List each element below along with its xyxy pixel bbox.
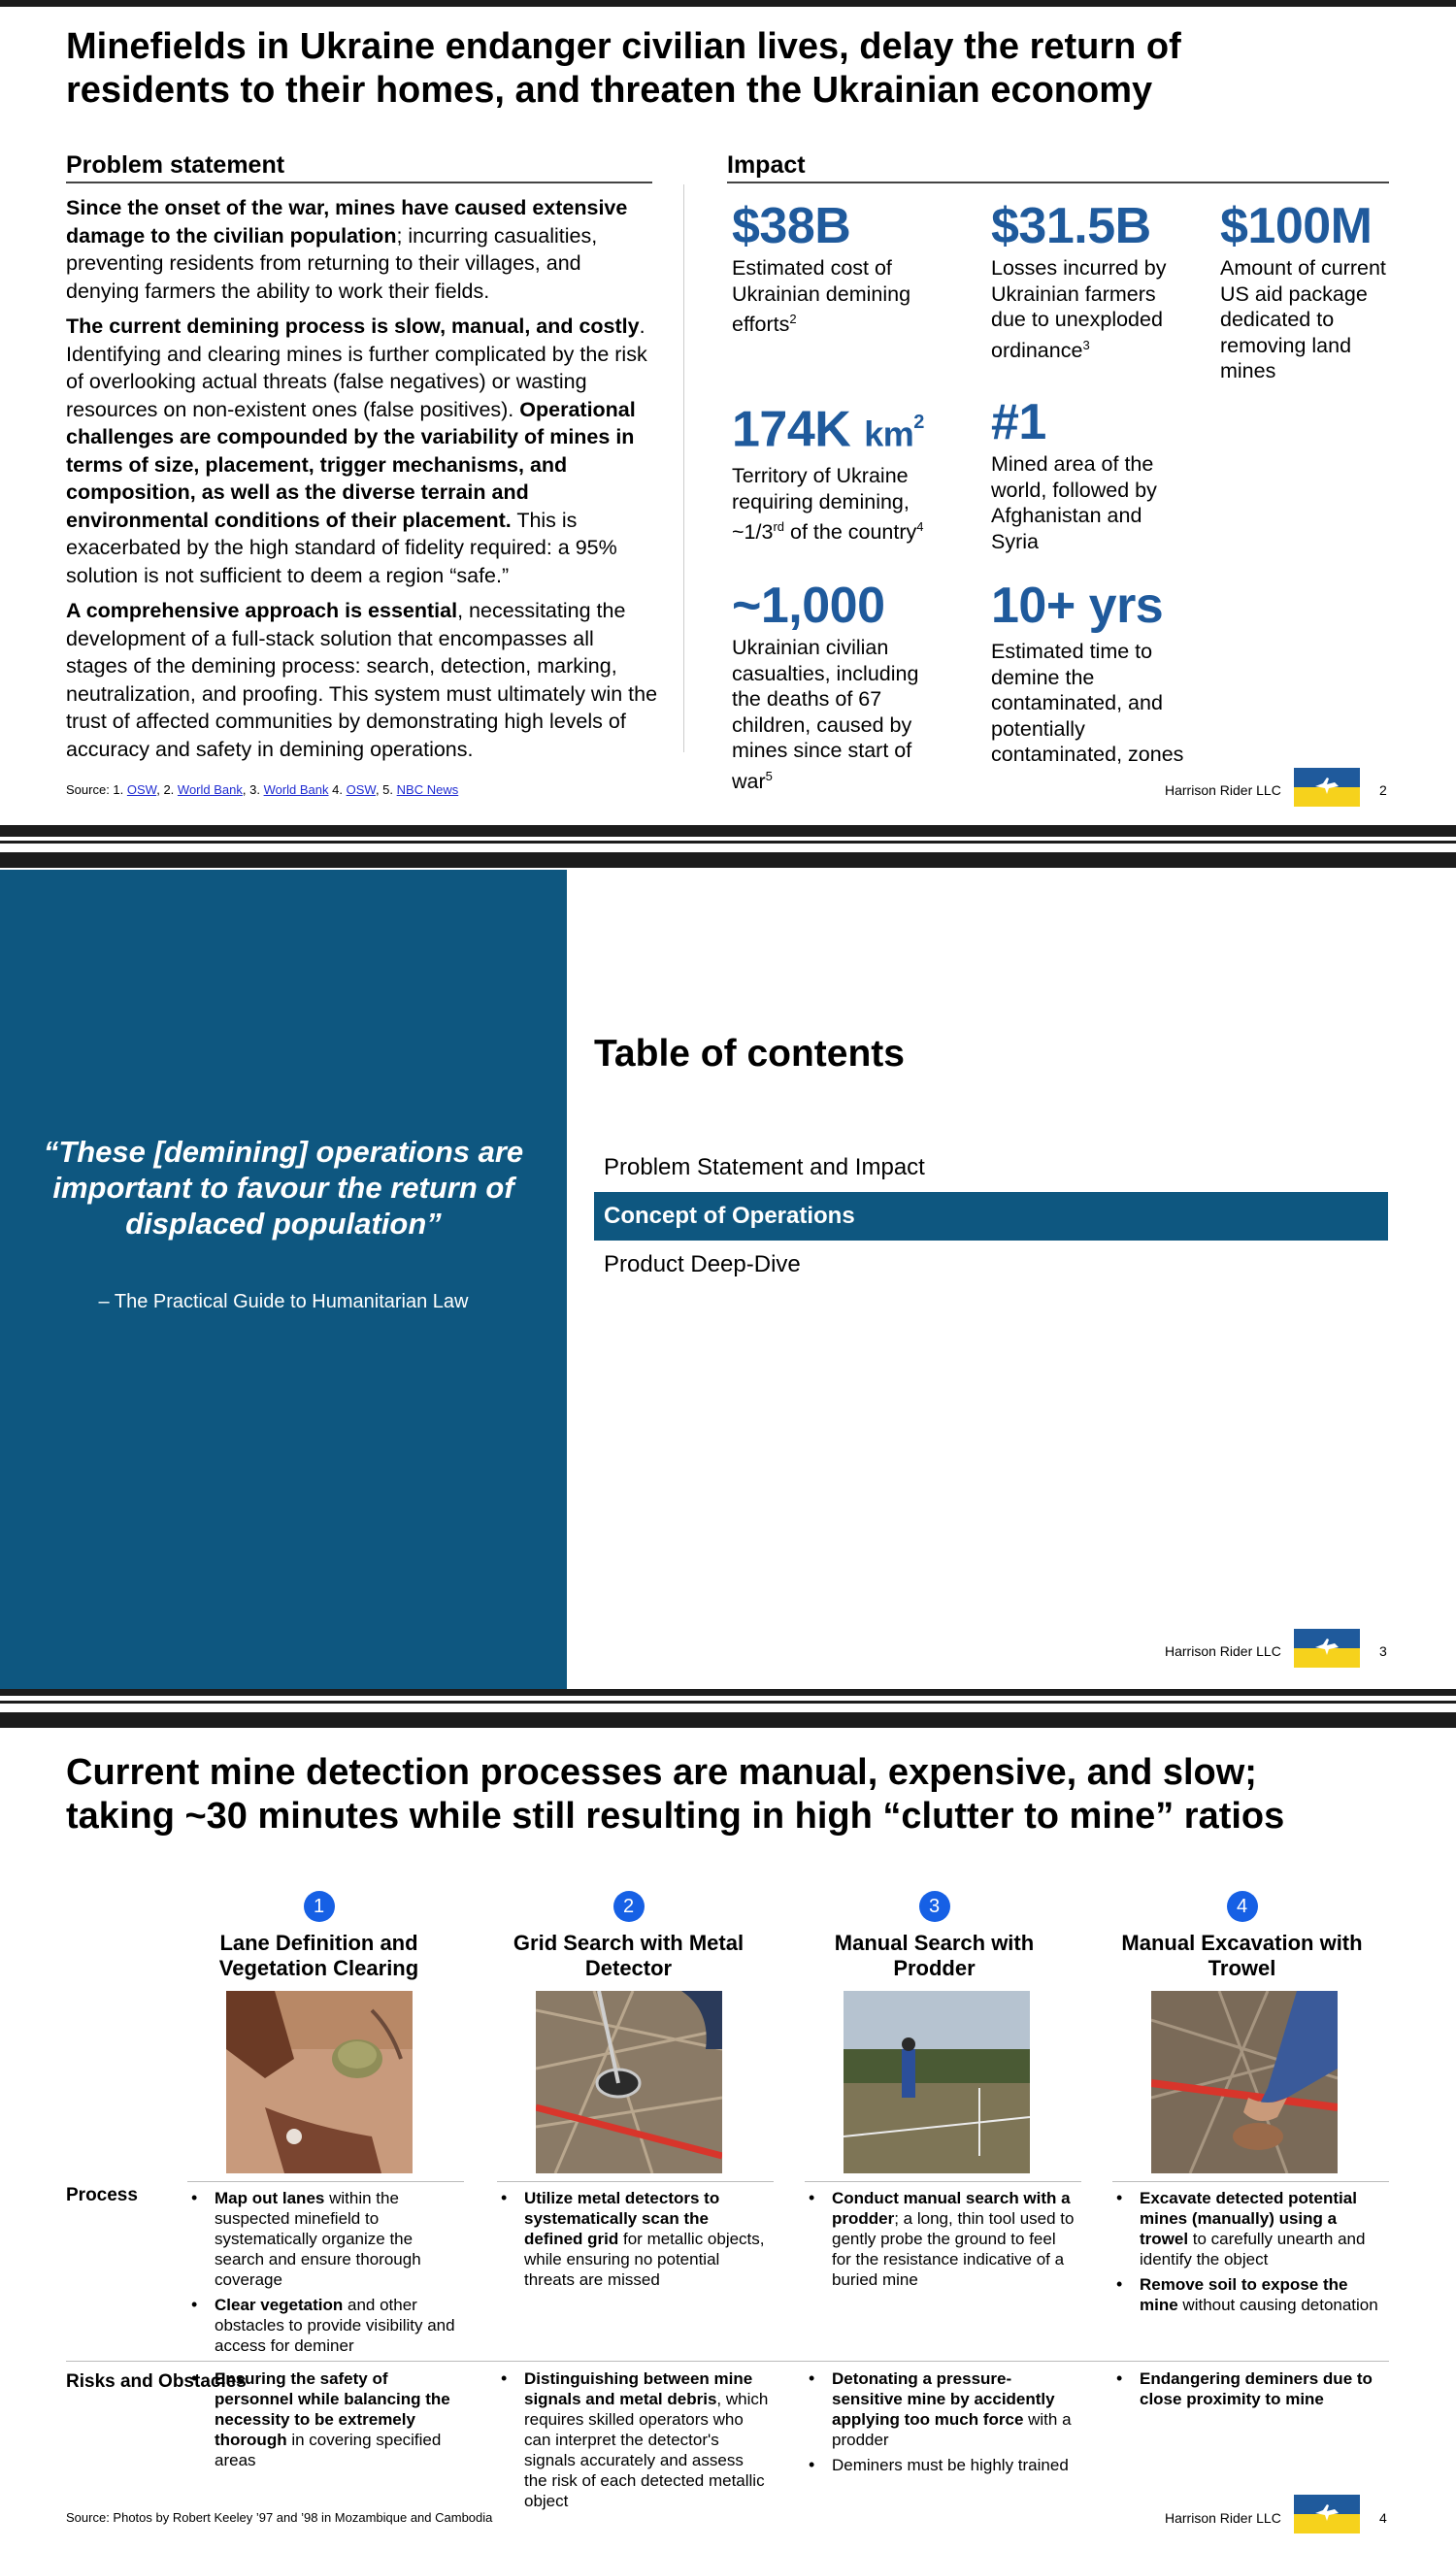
stat-value: $31.5B (991, 198, 1151, 254)
stat-farmer-losses (991, 197, 1185, 363)
source-link-osw-2[interactable]: OSW (346, 782, 376, 797)
step-title: Grid Search with Metal Detector (513, 1931, 745, 1980)
footer-company: Harrison Rider LLC (1165, 1643, 1281, 1659)
slide-table-of-contents (0, 852, 1456, 1689)
photo-vegetation-clearing (226, 1991, 413, 2173)
source-line: Source: Photos by Robert Keeley ’97 and ’98 in Mozambique and Cambodia (66, 2510, 493, 2525)
list-item: • Distinguishing between mine signals and metal debris, which requires skilled operators who can interpret the detector's signals accurately and assess the risk of each detected metallic object (497, 2368, 771, 2511)
stat-value: #1 (991, 394, 1046, 450)
stat-value: 10+ yrs (991, 578, 1164, 634)
step-number-badge: 1 (304, 1891, 335, 1922)
toc-title: Table of contents (594, 1033, 905, 1075)
slide-problem-impact (0, 0, 1456, 825)
source-line: Source: 1. OSW, 2. World Bank, 3. World Bank 4. OSW, 5. NBC News (66, 782, 459, 797)
impact-heading: Impact (727, 151, 1389, 183)
top-bar (0, 1712, 1456, 1728)
photo-prodder-search (844, 1991, 1030, 2173)
list-item: • Detonating a pressure-sensitive mine by accidently applying too much force with a prodder (805, 2368, 1078, 2450)
stat-desc: Estimated cost of Ukrainian demining efforts$^2$ (732, 256, 911, 337)
list-item: • Ensuring the safety of personnel while balancing the necessity to be extremely thorough in covering specified areas (187, 2368, 461, 2470)
process-list-step-4 (1112, 2188, 1386, 2320)
slide-separator-thin (0, 1701, 1456, 1704)
step-2-grid-search (490, 1891, 767, 1981)
toc-item-product-deep-dive[interactable]: Product Deep-Dive (604, 1251, 801, 1277)
photo-metal-detector (536, 1991, 722, 2173)
process-list-step-1 (187, 2188, 461, 2361)
step-title: Manual Search with Prodder (834, 1931, 1035, 1980)
list-item: • Utilize metal detectors to systematically scan the defined grid for metallic objects, while ensuring no potential threats are missed (497, 2188, 771, 2290)
slide-separator (0, 825, 1456, 837)
quote-text: “These [demining] operations are important to favour the return of displaced population” (43, 1135, 524, 1241)
ukraine-flag-logo (1294, 2495, 1360, 2533)
row-label-risks: Risks and Obstacles (66, 2371, 247, 2392)
title-line-2: taking ~30 minutes while still resulting in high “clutter to mine” ratios (66, 1796, 1285, 1837)
step-1-lane-definition (181, 1891, 457, 1981)
list-item: • Remove soil to expose the mine without causing detonation (1112, 2274, 1386, 2315)
stork-icon (1313, 2501, 1340, 2523)
toc-item-concept-of-operations[interactable]: Concept of Operations (594, 1192, 1388, 1241)
title-line-1: Current mine detection processes are manual, expensive, and slow; (66, 1752, 1257, 1793)
list-item: • Endangering deminers due to close proximity to mine (1112, 2368, 1386, 2409)
stat-desc: Losses incurred by Ukrainian farmers due to unexploded ordinance$^3$ (991, 256, 1167, 362)
stat-mined-area-rank (991, 393, 1185, 554)
stork-icon (1313, 775, 1340, 796)
stat-desc: Estimated time to demine the contaminated, and potentially contaminated, zones (991, 640, 1184, 766)
problem-statement-heading: Problem statement (66, 151, 652, 183)
source-link-world-bank-2[interactable]: World Bank (263, 782, 329, 797)
stat-demining-time (991, 577, 1200, 768)
title-line-2: residents to their homes, and threaten the Ukrainian economy (66, 70, 1153, 111)
list-item: • Deminers must be highly trained (805, 2455, 1078, 2475)
paragraph-3: A comprehensive approach is essential, necessitating the development of a full-stack solution that encompasses all stages of the demining process: search, detection, marking, neutralization, and proofing. This system must ultimately win the trust of affected communities by demonstrating high levels of accuracy and safety in demining operations. (66, 599, 658, 761)
stat-demining-cost (732, 197, 936, 338)
step-number-badge: 3 (919, 1891, 950, 1922)
column-divider (683, 184, 684, 752)
step-title: Manual Excavation with Trowel (1121, 1931, 1363, 1980)
divider (805, 2181, 1081, 2182)
step-4-manual-excavation (1104, 1891, 1380, 1981)
stat-civilian-casualties (732, 577, 936, 794)
stat-value: 174K $km^2$ (732, 401, 924, 458)
ukraine-flag-logo (1294, 768, 1360, 807)
stat-value: $100M (1220, 198, 1373, 254)
list-item: • Clear vegetation and other obstacles to provide visibility and access for deminer (187, 2295, 461, 2356)
slide-current-processes (0, 1712, 1456, 2550)
slide-title (66, 25, 1406, 113)
divider (497, 2181, 774, 2182)
footer-company: Harrison Rider LLC (1165, 782, 1281, 798)
page-number: 3 (1379, 1643, 1387, 1659)
slide-separator-thin (0, 841, 1456, 844)
page-number: 2 (1379, 782, 1387, 798)
slide-separator (0, 1689, 1456, 1696)
stat-desc: Amount of current US aid package dedicated to removing land mines (1220, 256, 1386, 382)
stat-territory (732, 393, 955, 546)
source-link-osw[interactable]: OSW (126, 782, 157, 797)
step-3-manual-search (796, 1891, 1073, 1981)
problem-statement-body (66, 194, 658, 771)
process-list-step-3 (805, 2188, 1078, 2295)
source-link-world-bank[interactable]: World Bank (177, 782, 243, 797)
list-item: • Map out lanes within the suspected minefield to systematically organize the search and ensure thorough coverage (187, 2188, 461, 2290)
toc-item-problem-statement[interactable]: Problem Statement and Impact (604, 1154, 925, 1180)
quote-attribution: – The Practical Guide to Humanitarian Law (98, 1291, 469, 1312)
ukraine-flag-logo (1294, 1629, 1360, 1668)
paragraph-2: The current demining process is slow, manual, and costly. Identifying and clearing mines is further complicated by the risk of overlooking actual threats (false negatives) or wasting resources on non-existent ones (false positives). Operational challenges are compounded by the variability of mines in terms of size, placement, trigger mechanisms, and composition, as well as the diverse terrain and environmental conditions of their placement. This is exacerbated by the high standard of fidelity required: a 95% solution is not sufficient to deem a region “safe.” (66, 315, 647, 587)
step-number-badge: 2 (613, 1891, 645, 1922)
risks-list-step-1 (187, 2368, 461, 2475)
step-number-badge: 4 (1227, 1891, 1258, 1922)
footer-company: Harrison Rider LLC (1165, 2510, 1281, 2526)
stat-desc: Ukrainian civilian casualties, including the deaths of 67 children, caused by mines since start of war$^5$ (732, 636, 919, 793)
step-title: Lane Definition and Vegetation Clearing (218, 1931, 419, 1980)
risks-list-step-3 (805, 2368, 1078, 2480)
stork-icon (1313, 1636, 1340, 1657)
page-number: 4 (1379, 2510, 1387, 2526)
row-divider (66, 2361, 1389, 2362)
stat-desc: Mined area of the world, followed by Afghanistan and Syria (991, 452, 1157, 553)
paragraph-1: Since the onset of the war, mines have caused extensive damage to the civilian population; incurring casualities, preventing residents from returning to their villages, and denying farmers the ability to work their fields. (66, 196, 628, 303)
source-link-nbc-news[interactable]: NBC News (396, 782, 459, 797)
row-label-process: Process (66, 2185, 138, 2205)
divider (187, 2181, 464, 2182)
stat-value: $38B (732, 198, 851, 254)
top-bar (0, 852, 1456, 868)
risks-list-step-2 (497, 2368, 771, 2516)
stat-value: ~1,000 (732, 578, 885, 634)
top-bar (0, 0, 1456, 7)
list-item: • Conduct manual search with a prodder; a long, thin tool used to gently probe the ground to feel for the resistance indicative of a buried mine (805, 2188, 1078, 2290)
divider (1112, 2181, 1389, 2182)
risks-list-step-4 (1112, 2368, 1386, 2414)
stat-desc: Territory of Ukraine requiring demining, ~1/3rd of the country$^4$ (732, 464, 924, 545)
photo-trowel-excavation (1151, 1991, 1338, 2173)
stat-us-aid (1220, 197, 1400, 384)
process-list-step-2 (497, 2188, 771, 2295)
list-item: • Excavate detected potential mines (manually) using a trowel to carefully unearth and identify the object (1112, 2188, 1386, 2269)
quote-panel (0, 870, 567, 1689)
slide-title (66, 1751, 1425, 1838)
title-line-1: Minefields in Ukraine endanger civilian lives, delay the return of (66, 26, 1181, 67)
